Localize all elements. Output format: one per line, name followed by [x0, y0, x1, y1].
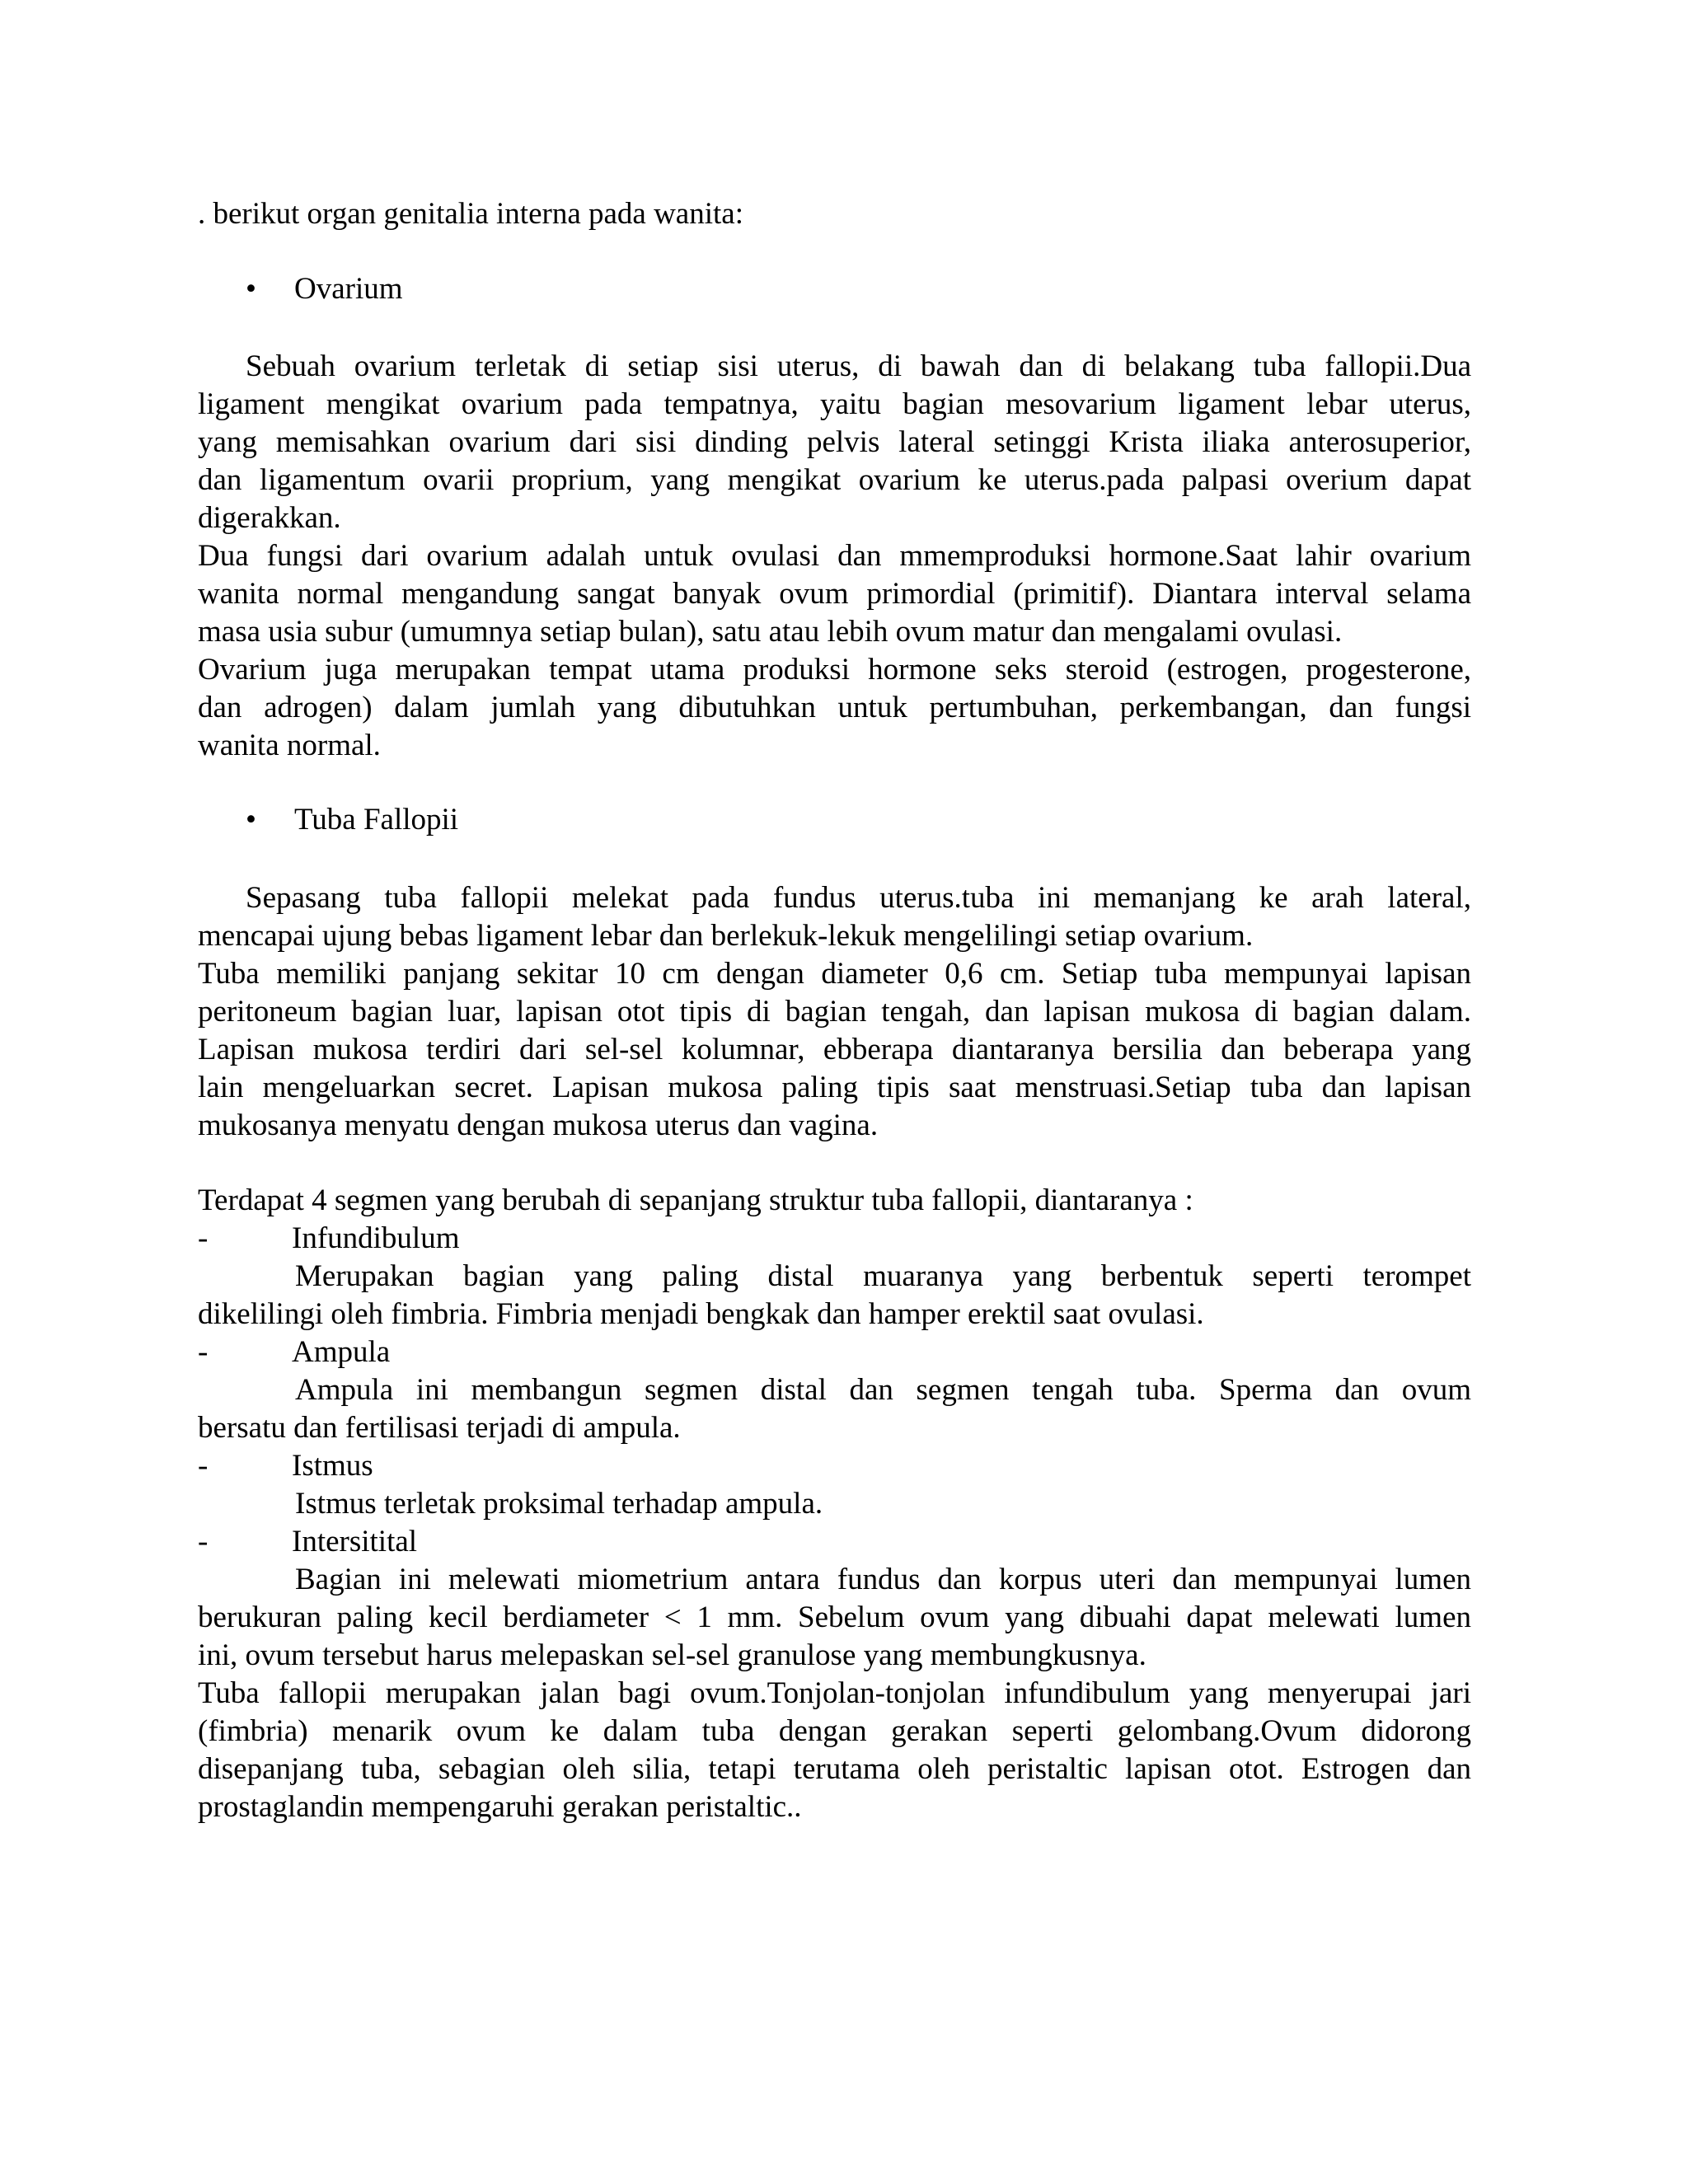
- paragraph-line: Ovarium juga merupakan tempat utama produksi hormone seks steroid (estrogen, progesterone,: [198, 653, 1471, 687]
- segment-name: Infundibulum: [292, 1221, 460, 1255]
- dash-marker: -: [198, 1221, 209, 1255]
- paragraph-line: digerakkan.: [198, 501, 341, 535]
- segment-line: bersatu dan fertilisasi terjadi di ampula.: [198, 1411, 681, 1445]
- segment-line: ini, ovum tersebut harus melepaskan sel-sel granulose yang membungkusnya.: [198, 1638, 1146, 1672]
- heading-ovarium: Ovarium: [294, 272, 403, 306]
- paragraph-line: wanita normal mengandung sangat banyak ovum primordial (primitif). Diantara interval selama: [198, 577, 1471, 611]
- paragraph-line: Sebuah ovarium terletak di setiap sisi uterus, di bawah dan di belakang tuba fallopii.Dua: [246, 349, 1471, 383]
- paragraph-line: lain mengeluarkan secret. Lapisan mukosa paling tipis saat menstruasi.Setiap tuba dan lapisan: [198, 1071, 1471, 1104]
- paragraph-line: masa usia subur (umumnya setiap bulan), satu atau lebih ovum matur dan mengalami ovulasi.: [198, 615, 1343, 649]
- paragraph-line: ligament mengikat ovarium pada tempatnya, yaitu bagian mesovarium ligament lebar uterus,: [198, 387, 1471, 421]
- paragraph-line: yang memisahkan ovarium dari sisi dinding pelvis lateral setinggi Krista iliaka anterosuperior,: [198, 425, 1471, 459]
- segment-name: Ampula: [292, 1335, 391, 1369]
- segment-name: Intersitital: [292, 1525, 418, 1558]
- paragraph-line: Sepasang tuba fallopii melekat pada fundus uterus.tuba ini memanjang ke arah lateral,: [246, 881, 1471, 915]
- segment-line: berukuran paling kecil berdiameter < 1 mm. Sebelum ovum yang dibuahi dapat melewati lumen: [198, 1601, 1471, 1634]
- paragraph-line: Dua fungsi dari ovarium adalah untuk ovulasi dan mmemproduksi hormone.Saat lahir ovarium: [198, 539, 1471, 573]
- paragraph-line: Lapisan mukosa terdiri dari sel-sel kolumnar, ebberapa diantaranya bersilia dan beberapa yang: [198, 1033, 1471, 1066]
- segment-line: Bagian ini melewati miometrium antara fundus dan korpus uteri dan mempunyai lumen: [295, 1563, 1471, 1596]
- heading-tuba-fallopii: Tuba Fallopii: [294, 803, 459, 837]
- bullet-icon: •: [246, 272, 256, 306]
- segment-name: Istmus: [292, 1449, 373, 1483]
- bullet-icon: •: [246, 803, 256, 837]
- paragraph-line: prostaglandin mempengaruhi gerakan peristaltic..: [198, 1790, 802, 1824]
- segment-line: dikelilingi oleh fimbria. Fimbria menjadi bengkak dan hamper erektil saat ovulasi.: [198, 1297, 1204, 1331]
- segment-line: Merupakan bagian yang paling distal muaranya yang berbentuk seperti terompet: [295, 1259, 1471, 1293]
- dash-marker: -: [198, 1335, 209, 1369]
- paragraph-line: disepanjang tuba, sebagian oleh silia, tetapi terutama oleh peristaltic lapisan otot. Estrogen dan: [198, 1752, 1471, 1786]
- dash-marker: -: [198, 1525, 209, 1558]
- segment-line: Istmus terletak proksimal terhadap ampula.: [295, 1487, 823, 1521]
- paragraph-line: wanita normal.: [198, 729, 381, 762]
- segment-line: Ampula ini membangun segmen distal dan segmen tengah tuba. Sperma dan ovum: [295, 1373, 1471, 1407]
- paragraph-line: Tuba memiliki panjang sekitar 10 cm dengan diameter 0,6 cm. Setiap tuba mempunyai lapisan: [198, 957, 1471, 991]
- paragraph-line: dan adrogen) dalam jumlah yang dibutuhkan untuk pertumbuhan, perkembangan, dan fungsi: [198, 691, 1471, 724]
- paragraph-line: Tuba fallopii merupakan jalan bagi ovum.Tonjolan-tonjolan infundibulum yang menyerupai jari: [198, 1676, 1471, 1710]
- dash-marker: -: [198, 1449, 209, 1483]
- paragraph-line: dan ligamentum ovarii proprium, yang mengikat ovarium ke uterus.pada palpasi overium dapat: [198, 463, 1471, 497]
- paragraph-line: mukosanya menyatu dengan mukosa uterus dan vagina.: [198, 1108, 879, 1142]
- segments-intro: Terdapat 4 segmen yang berubah di sepanjang struktur tuba fallopii, diantaranya :: [198, 1183, 1193, 1217]
- paragraph-line: peritoneum bagian luar, lapisan otot tipis di bagian tengah, dan lapisan mukosa di bagian dalam.: [198, 995, 1471, 1029]
- paragraph-line: mencapai ujung bebas ligament lebar dan berlekuk-lekuk mengelilingi setiap ovarium.: [198, 919, 1254, 953]
- intro-text: . berikut organ genitalia interna pada wanita:: [198, 197, 743, 231]
- paragraph-line: (fimbria) menarik ovum ke dalam tuba dengan gerakan seperti gelombang.Ovum didorong: [198, 1714, 1471, 1748]
